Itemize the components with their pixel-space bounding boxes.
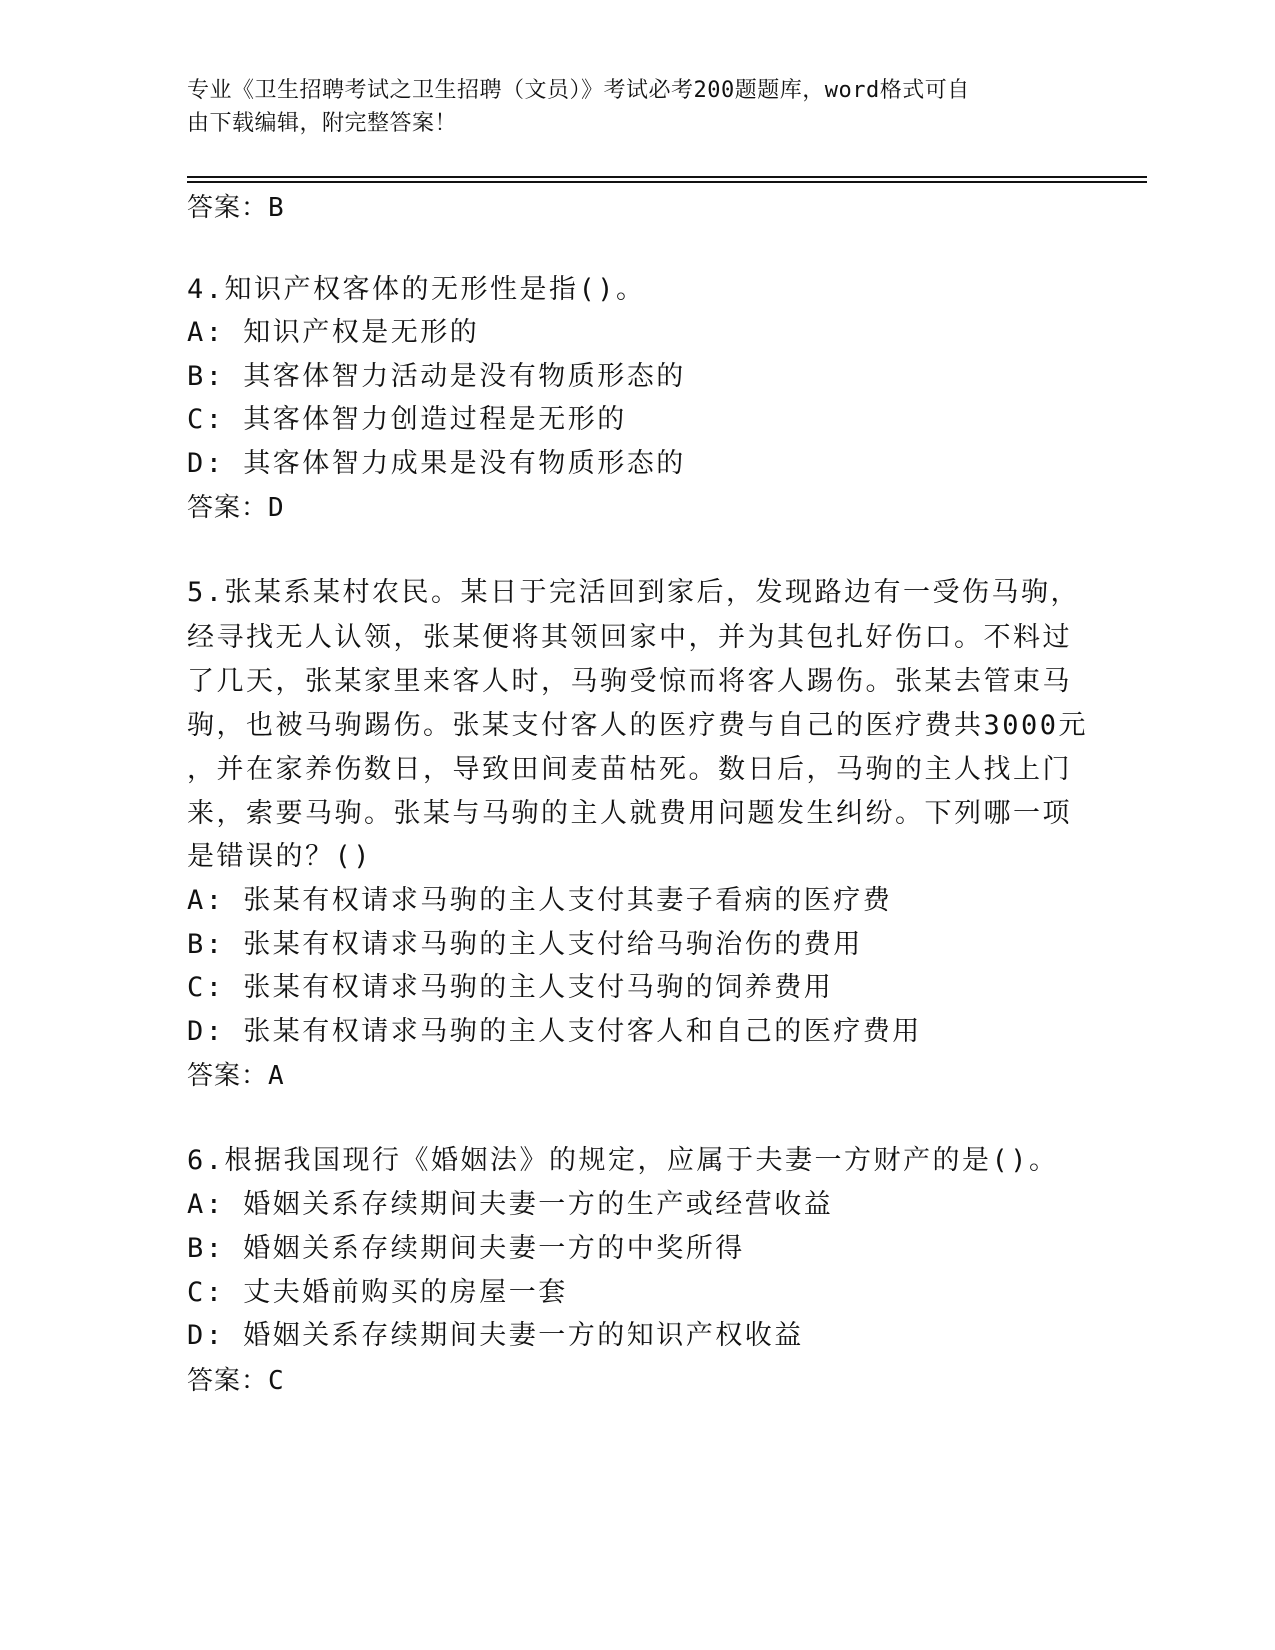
- question-5-stem-line-5: ，并在家养伤数日，导致田间麦苗枯死。数日后，马驹的主人找上门: [187, 754, 1072, 785]
- question-5-stem-line-2: 经寻找无人认领，张某便将其领回家中，并为其包扎好伤口。不料过: [187, 622, 1072, 653]
- question-5-answer: 答案：A: [187, 1061, 285, 1091]
- question-6-stem: 6.根据我国现行《婚姻法》的规定，应属于夫妻一方财产的是()。: [187, 1145, 1059, 1176]
- question-4-option-a: A: 知识产权是无形的: [187, 317, 480, 348]
- answer-previous: 答案：B: [187, 193, 285, 223]
- question-6-option-b: B: 婚姻关系存续期间夫妻一方的中奖所得: [187, 1233, 745, 1264]
- question-5-option-c: C: 张某有权请求马驹的主人支付马驹的饲养费用: [187, 972, 834, 1003]
- question-6-option-c: C: 丈夫婚前购买的房屋一套: [187, 1277, 568, 1308]
- question-4-option-d: D: 其客体智力成果是没有物质形态的: [187, 448, 686, 479]
- question-5-stem-line-6: 来，索要马驹。张某与马驹的主人就费用问题发生纠纷。下列哪一项: [187, 798, 1072, 829]
- question-5-stem-line-1: 5.张某系某村农民。某日于完活回到家后，发现路边有一受伤马驹，: [187, 577, 1081, 608]
- question-5-stem-line-7: 是错误的？(): [187, 841, 373, 872]
- header-divider-top: [187, 176, 1147, 178]
- question-4-answer: 答案：D: [187, 493, 285, 523]
- question-6-answer: 答案：C: [187, 1366, 285, 1396]
- document-header: [187, 74, 1067, 140]
- question-4-stem: 4.知识产权客体的无形性是指()。: [187, 274, 646, 305]
- header-line-1: 专业《卫生招聘考试之卫生招聘（文员）》考试必考200题题库，word格式可自: [187, 78, 970, 103]
- question-5-option-d: D: 张某有权请求马驹的主人支付客人和自己的医疗费用: [187, 1016, 922, 1047]
- question-6-option-a: A: 婚姻关系存续期间夫妻一方的生产或经营收益: [187, 1189, 834, 1220]
- question-4-option-c: C: 其客体智力创造过程是无形的: [187, 404, 627, 435]
- header-line-2: 由下载编辑，附完整答案！: [187, 111, 458, 136]
- question-5-option-b: B: 张某有权请求马驹的主人支付给马驹治伤的费用: [187, 929, 863, 960]
- question-5-stem-line-3: 了几天，张某家里来客人时，马驹受惊而将客人踢伤。张某去管束马: [187, 666, 1072, 697]
- question-4-option-b: B: 其客体智力活动是没有物质形态的: [187, 361, 686, 392]
- question-5-stem-line-4: 驹，也被马驹踢伤。张某支付客人的医疗费与自己的医疗费共3000元: [187, 710, 1089, 741]
- header-divider-bottom: [187, 181, 1147, 183]
- question-6-option-d: D: 婚姻关系存续期间夫妻一方的知识产权收益: [187, 1320, 804, 1351]
- question-5-option-a: A: 张某有权请求马驹的主人支付其妻子看病的医疗费: [187, 885, 893, 916]
